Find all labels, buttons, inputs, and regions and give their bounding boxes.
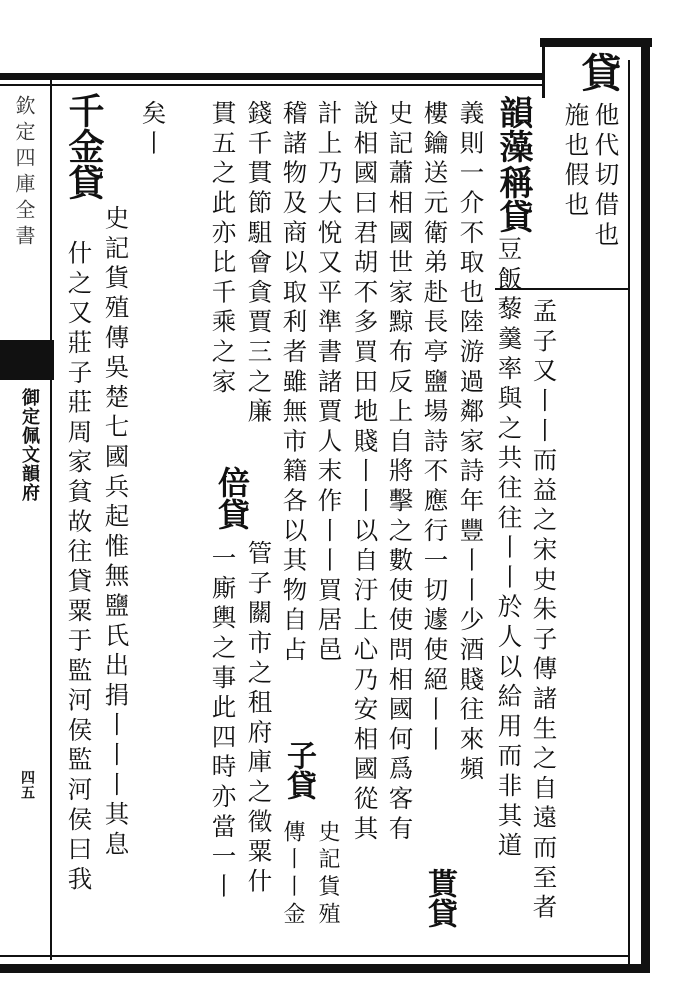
- text-column-12: 矣丨: [138, 100, 168, 160]
- text-column-10-tail: 管子關市之租府庫之徵粟什: [244, 540, 274, 898]
- text-column-5: 史記蕭相國世家黥布反上自將擊之數使使問相國何爲客有: [385, 100, 415, 845]
- phrase-heading-zidai: 子貸: [281, 740, 316, 800]
- text-column-8-tail: 傳丨丨金: [280, 820, 305, 930]
- text-column-11: 一廝輿之事此四時亦當一丨: [208, 545, 238, 903]
- margin-divider: [50, 80, 52, 960]
- right-border-thin: [628, 60, 630, 966]
- bottom-border-thick: [0, 964, 650, 973]
- text-column-13: 史記貨殖傳吳楚七國兵起惟無鹽氏出捐丨丨丨其息: [101, 205, 131, 861]
- text-column-9-tail: 史記貨殖: [315, 820, 340, 930]
- box-left-line: [542, 40, 545, 98]
- book-title: 御定佩文韻府: [19, 388, 40, 502]
- text-column-3: 義則一介不取也陸游過鄰家詩年豐丨丨少酒賤往來頻: [456, 100, 486, 786]
- text-column-7: 計上乃大悅又平準書諸賈人末作丨丨買居邑: [314, 100, 344, 667]
- text-column-14: 什之又莊子莊周家貧故往貸粟于監河侯監河侯曰我: [64, 240, 94, 896]
- margin-fishtail: [0, 340, 54, 380]
- page-number: 四五: [19, 770, 35, 800]
- section-heading-yunzao: 韻藻: [493, 95, 533, 163]
- text-column-4: 樓鑰送元衛弟赴長亭鹽場詩不應行一切遽使絕丨丨: [420, 100, 450, 756]
- text-column-9: 錢千貫節駔會貪賈三之廉: [244, 100, 274, 428]
- top-border-left: [0, 73, 545, 80]
- phrase-heading-beidai: 倍貸: [213, 466, 251, 530]
- entry-gloss-line2: 施也假也: [561, 102, 591, 222]
- text-column-6: 說相國曰君胡不多買田地賤丨丨以自汙上心乃安相國從其: [350, 100, 380, 845]
- series-title: 欽定四庫全書: [12, 95, 36, 251]
- entry-gloss-line1: 他代切借也: [591, 102, 621, 251]
- bottom-border-thin: [0, 955, 630, 957]
- phrase-heading-qianjin: 千金: [63, 92, 105, 164]
- top-border-inner: [0, 84, 545, 86]
- text-column-8: 稽諸物及商以取利者雖無市籍各以其物自占: [279, 100, 309, 667]
- phrase-heading-dai: 貸: [63, 164, 105, 200]
- top-border-thick: [540, 38, 652, 47]
- phrase-heading-chengdai: 稱貸: [493, 165, 533, 233]
- phrase-heading-shidai: 貰貸: [422, 868, 457, 928]
- right-border-thick: [641, 38, 650, 973]
- text-column-2: 豆飯藜羹率與之共往往丨丨於人以給用而非其道: [494, 236, 524, 862]
- text-column-10: 貫五之此亦比千乘之家: [208, 100, 238, 398]
- entry-character: 貸: [575, 52, 622, 92]
- text-column-1: 孟子又丨丨而益之宋史朱子傳諸生之自遠而至者: [529, 298, 559, 924]
